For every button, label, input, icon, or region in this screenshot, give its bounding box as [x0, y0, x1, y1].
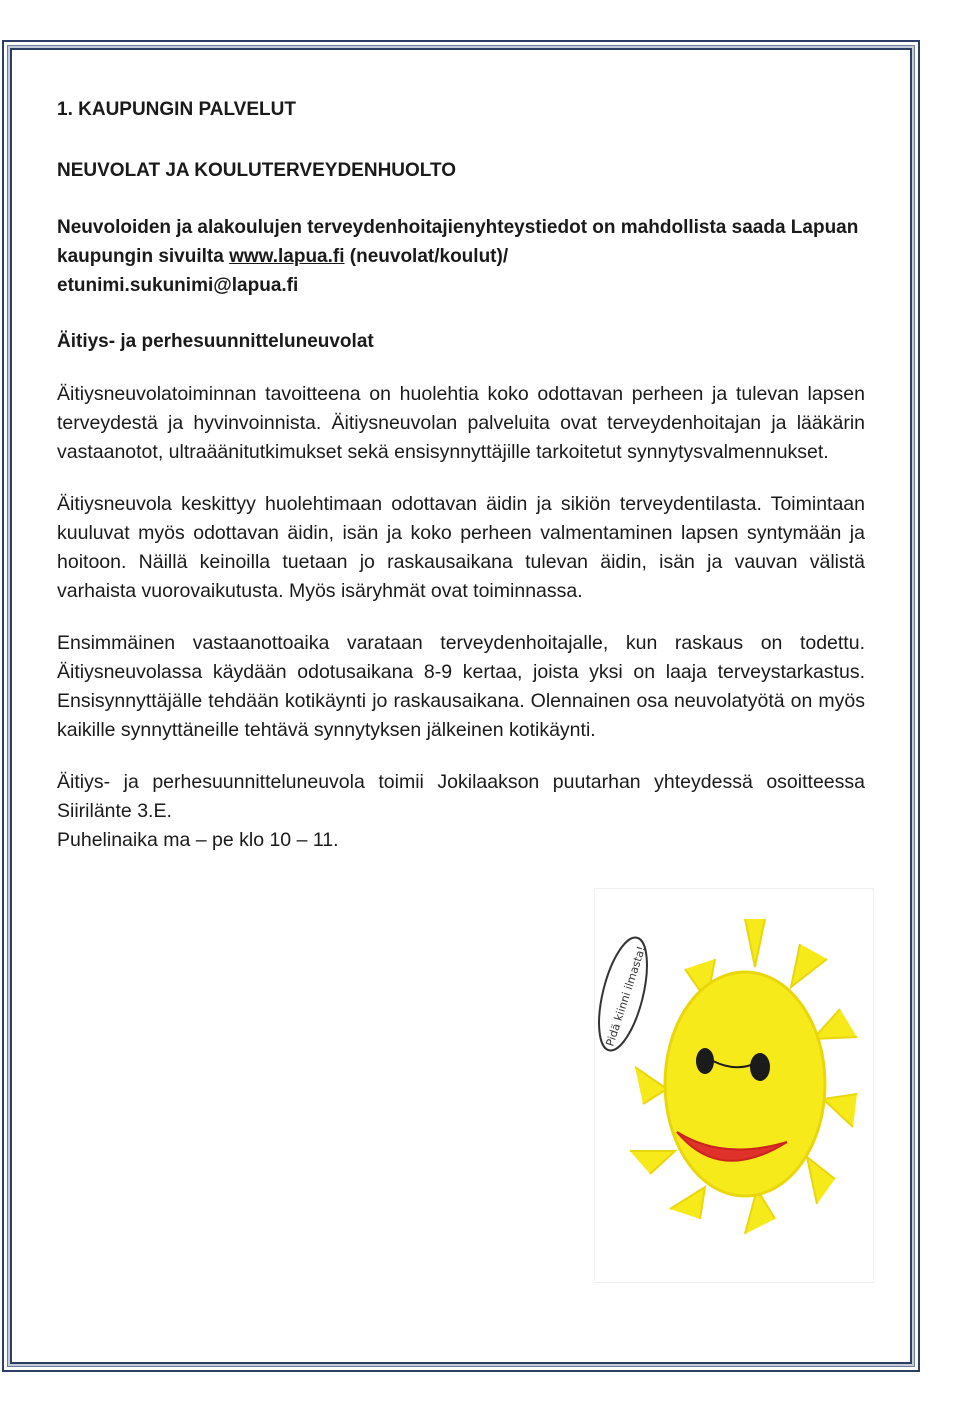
contact-intro [57, 213, 865, 300]
sun-right-eye [750, 1053, 770, 1081]
email-address: etunimi.sukunimi@lapua.fi [57, 275, 299, 296]
paragraph-goals: Äitiysneuvolatoiminnan tavoitteena on huolehtia koko odottavan perheen ja tulevan lapsen terveydestä ja hyvinvoinnista. Äitiysneuvolan palveluita ovat terveydenhoitajan ja lääkärin vastaanotot, ultraäänitutkimukset sekä ensisynnyttäjille tarkoitetut synnytysvalmennukset. [57, 383, 865, 463]
contact-intro-path: (neuvolat/koulut)/ [344, 246, 509, 267]
paragraph-location: Äitiys- ja perhesuunnitteluneuvola toimii Jokilaakson puutarhan yhteydessä osoitteessa Siirilänte 3.E. [57, 771, 865, 822]
sun-drawing [594, 888, 874, 1283]
section-title: 1. KAUPUNGIN PALVELUT [57, 99, 296, 120]
sun-drawing-svg [595, 889, 873, 1282]
clinic-heading: Äitiys- ja perhesuunnitteluneuvolat [57, 331, 374, 352]
sun-face [665, 972, 825, 1196]
website-link[interactable]: www.lapua.fi [229, 246, 345, 267]
paragraph-visits: Ensimmäinen vastaanottoaika varataan terveydenhoitajalle, kun raskaus on todettu. Äitiysneuvolassa käydään odotusaikana 8-9 kertaa, joista yksi on laaja terveystarkastus. Ensisynnyttäjälle tehdään kotikäynti jo raskausaikana. Olennainen osa neuvolatyötä on myös kaikille synnyttäneille tehtävä synnytyksen jälkeinen kotikäynti. [57, 632, 865, 741]
sun-left-eye [696, 1048, 714, 1074]
subsection-title: NEUVOLAT JA KOULUTERVEYDENHUOLTO [57, 160, 457, 181]
speech-bubble-text: Pidä kiinni ilmasta! [603, 944, 649, 1048]
paragraph-focus: Äitiysneuvola keskittyy huolehtimaan odottavan äidin ja sikiön terveydentilasta. Toimintaan kuuluvat myös odottavan äidin, isän ja koko perheen valmentaminen lapsen syntymään ja hoitoon. Näillä keinoilla tuetaan jo raskausaikana tulevan äidin, isän ja vauvan välistä varhaista vuorovaikutusta. Myös isäryhmät ovat toiminnassa. [57, 493, 865, 602]
contact-intro-text: Neuvoloiden ja alakoulujen terveydenhoitajienyhteystiedot on mahdollista saada Lapuan kaupungin sivuilta [57, 217, 859, 267]
document-body [57, 96, 865, 855]
phone-hours: Puhelinaika ma – pe klo 10 – 11. [57, 829, 339, 851]
speech-bubble [595, 933, 656, 1055]
